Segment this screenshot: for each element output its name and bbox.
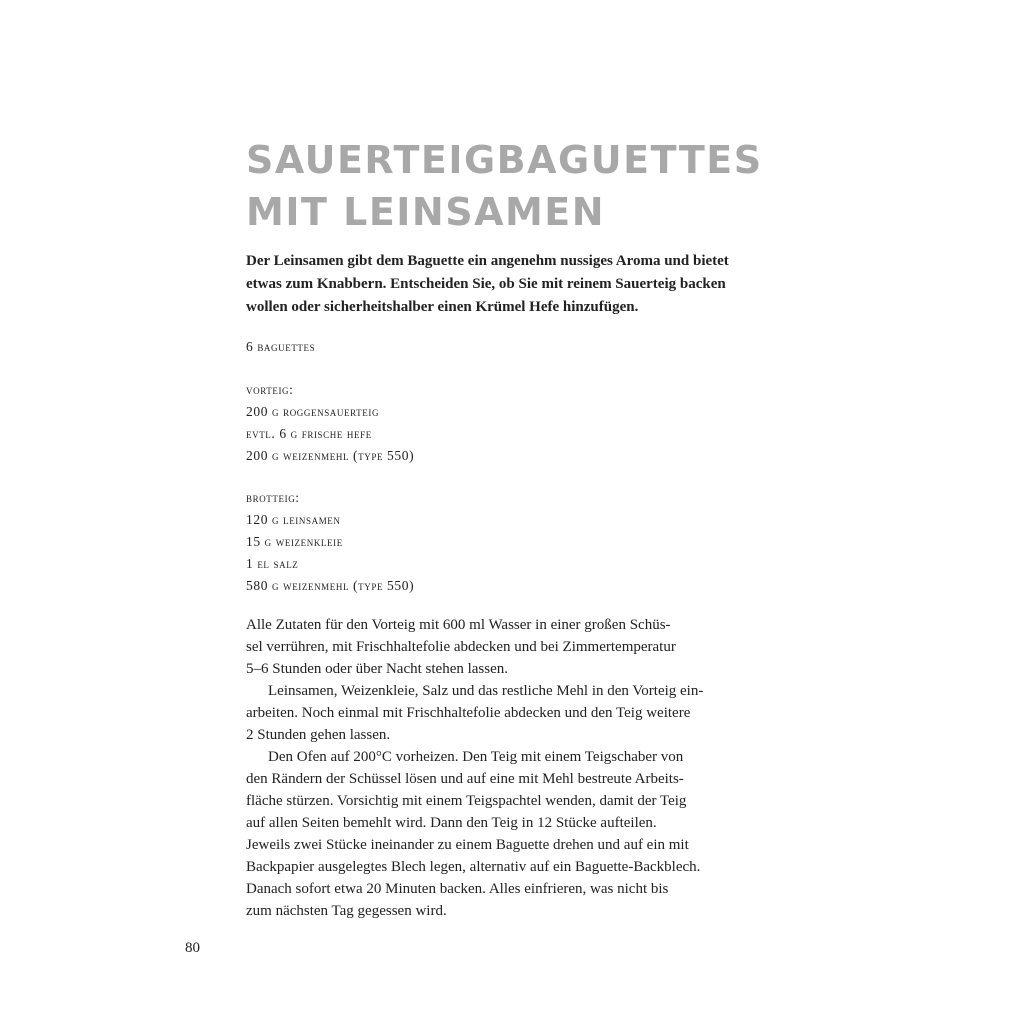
ingredient-item: evtl. 6 g frische hefe: [246, 426, 372, 441]
method-text: [246, 614, 786, 922]
ingredient-item: 200 g weizenmehl (type 550): [246, 448, 415, 463]
method-line: Backpapier ausgelegtes Blech legen, alternativ auf ein Baguette-Backblech.: [246, 859, 701, 875]
recipe-title-line-1: SAUERTEIGBAGUETTES: [246, 138, 763, 182]
ingredient-item: 200 g roggensauerteig: [246, 404, 380, 419]
ingredient-item: 120 g leinsamen: [246, 512, 341, 527]
method-line: den Rändern der Schüssel lösen und auf eine mit Mehl bestreute Arbeits-: [246, 771, 684, 787]
method-line: arbeiten. Noch einmal mit Frischhaltefolie abdecken und den Teig weitere: [246, 705, 691, 721]
vorteig-heading: vorteig:: [246, 382, 294, 397]
method-line: fläche stürzen. Vorsichtig mit einem Teigspachtel wenden, damit der Teig: [246, 793, 687, 809]
method-line: auf allen Seiten bemehlt wird. Dann den Teig in 12 Stücke aufteilen.: [246, 815, 657, 831]
yield-info: [246, 336, 315, 358]
method-line: Leinsamen, Weizenkleie, Salz und das restliche Mehl in den Vorteig ein-: [268, 683, 704, 699]
yield-text: 6 baguettes: [246, 339, 316, 354]
ingredient-item: 1 el salz: [246, 556, 299, 571]
intro-paragraph: [246, 250, 766, 319]
recipe-title-line-2: MIT LEINSAMEN: [246, 190, 606, 234]
ingredient-item: 580 g weizenmehl (type 550): [246, 578, 415, 593]
intro-line: wollen oder sicherheitshalber einen Krümel Hefe hinzufügen.: [246, 299, 639, 315]
method-line: 5–6 Stunden oder über Nacht stehen lassen.: [246, 661, 509, 677]
brotteig-ingredients: [246, 487, 414, 597]
ingredient-item: 15 g weizenkleie: [246, 534, 343, 549]
page-number: 80: [185, 940, 200, 956]
method-line: Den Ofen auf 200°C vorheizen. Den Teig mit einem Teigschaber von: [268, 749, 684, 765]
method-line: 2 Stunden gehen lassen.: [246, 727, 391, 743]
vorteig-ingredients: [246, 379, 414, 467]
recipe-title: [246, 134, 866, 238]
method-line: Jeweils zwei Stücke ineinander zu einem Baguette drehen und auf ein mit: [246, 837, 689, 853]
method-line: Alle Zutaten für den Vorteig mit 600 ml Wasser in einer großen Schüs-: [246, 617, 671, 633]
method-line: sel verrühren, mit Frischhaltefolie abdecken und bei Zimmertemperatur: [246, 639, 676, 655]
method-line: zum nächsten Tag gegessen wird.: [246, 903, 447, 919]
brotteig-heading: brotteig:: [246, 490, 300, 505]
method-line: Danach sofort etwa 20 Minuten backen. Alles einfrieren, was nicht bis: [246, 881, 669, 897]
intro-line: etwas zum Knabbern. Entscheiden Sie, ob Sie mit reinem Sauerteig backen: [246, 276, 726, 292]
intro-line: Der Leinsamen gibt dem Baguette ein angenehm nussiges Aroma und bietet: [246, 253, 729, 269]
